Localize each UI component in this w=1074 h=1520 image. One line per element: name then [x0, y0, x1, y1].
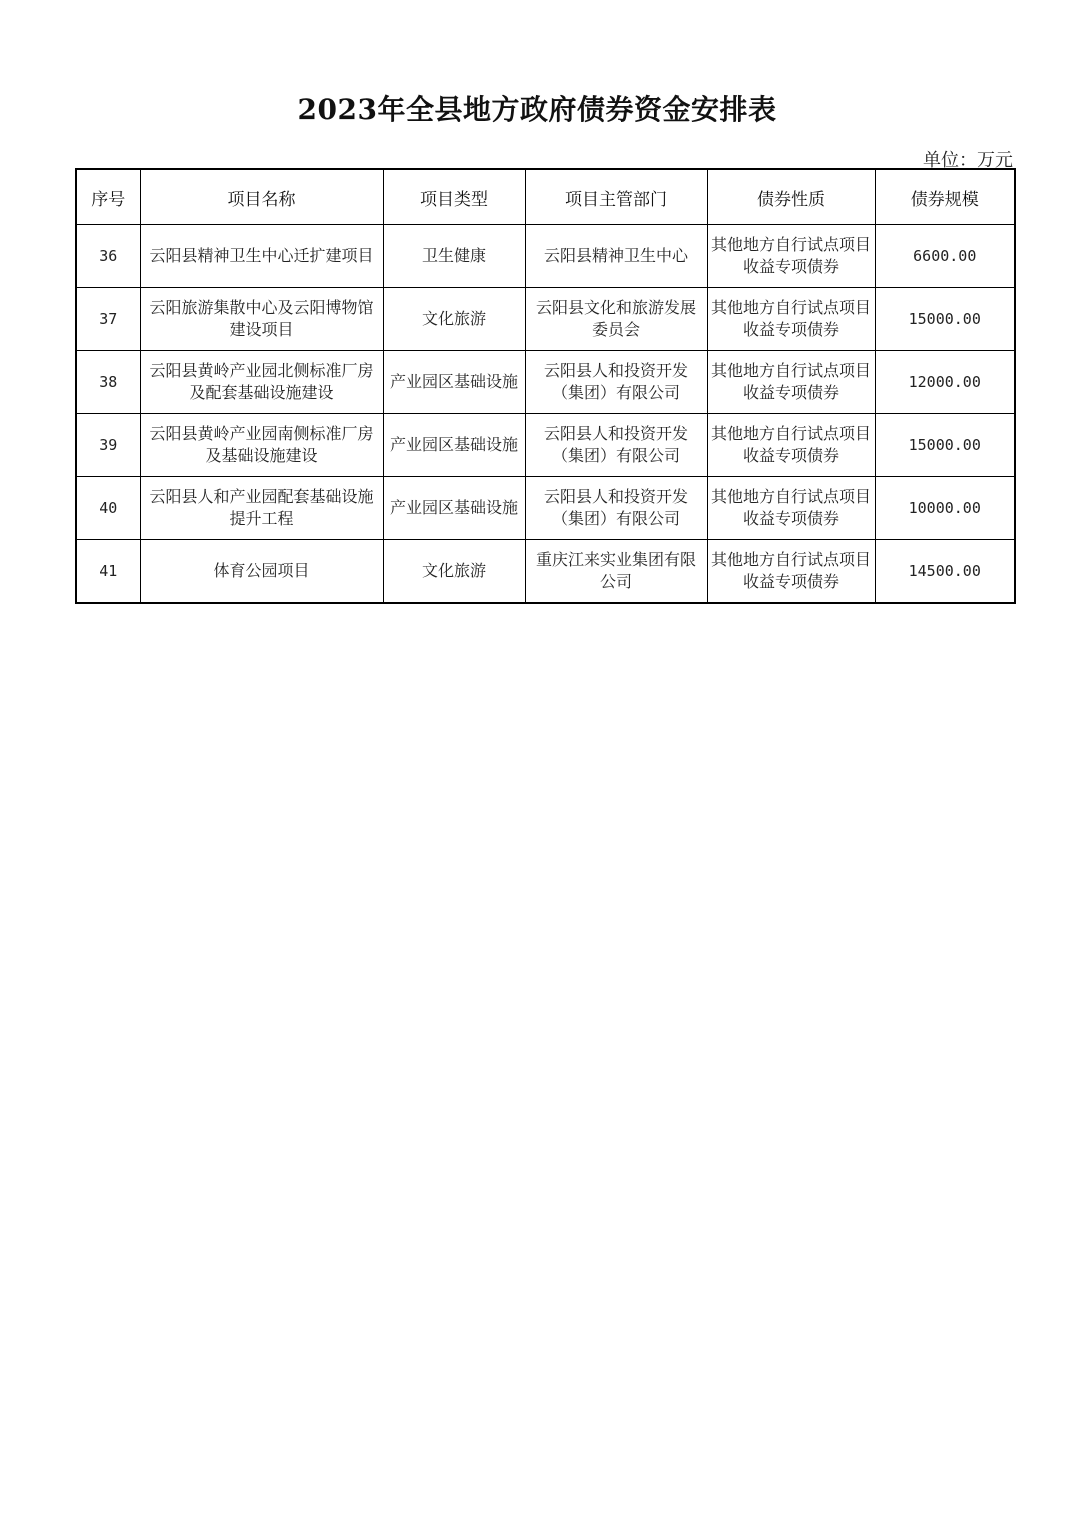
cell-project-name: 云阳县黄岭产业园南侧标准厂房及基础设施建设 [140, 414, 383, 477]
cell-bond-nature: 其他地方自行试点项目收益专项债券 [707, 288, 875, 351]
column-header-bond-nature: 债券性质 [707, 169, 875, 225]
cell-no: 36 [76, 225, 140, 288]
cell-bond-amount: 12000.00 [875, 351, 1015, 414]
cell-project-type: 产业园区基础设施 [383, 351, 525, 414]
page-title: 2023年全县地方政府债券资金安排表 [297, 93, 777, 126]
cell-bond-amount: 15000.00 [875, 414, 1015, 477]
table-row [76, 540, 1015, 604]
cell-department: 重庆江来实业集团有限公司 [525, 540, 707, 604]
cell-project-type: 文化旅游 [383, 288, 525, 351]
cell-no: 39 [76, 414, 140, 477]
cell-project-name: 体育公园项目 [140, 540, 383, 604]
cell-project-name: 云阳县精神卫生中心迁扩建项目 [140, 225, 383, 288]
cell-bond-amount: 15000.00 [875, 288, 1015, 351]
cell-bond-nature: 其他地方自行试点项目收益专项债券 [707, 351, 875, 414]
cell-project-type: 产业园区基础设施 [383, 477, 525, 540]
cell-project-type: 产业园区基础设施 [383, 414, 525, 477]
cell-project-name: 云阳县人和产业园配套基础设施提升工程 [140, 477, 383, 540]
cell-department: 云阳县文化和旅游发展委员会 [525, 288, 707, 351]
cell-bond-amount: 10000.00 [875, 477, 1015, 540]
cell-bond-nature: 其他地方自行试点项目收益专项债券 [707, 540, 875, 604]
column-header-project-name: 项目名称 [140, 169, 383, 225]
table-row [76, 225, 1015, 288]
cell-bond-nature: 其他地方自行试点项目收益专项债券 [707, 477, 875, 540]
column-header-project-type: 项目类型 [383, 169, 525, 225]
table-row [76, 351, 1015, 414]
cell-no: 40 [76, 477, 140, 540]
cell-department: 云阳县精神卫生中心 [525, 225, 707, 288]
debt-allocation-table [75, 168, 1016, 604]
column-header-bond-amount: 债券规模 [875, 169, 1015, 225]
cell-no: 37 [76, 288, 140, 351]
cell-bond-amount: 6600.00 [875, 225, 1015, 288]
cell-bond-nature: 其他地方自行试点项目收益专项债券 [707, 225, 875, 288]
cell-no: 41 [76, 540, 140, 604]
cell-project-type: 卫生健康 [383, 225, 525, 288]
column-header-department: 项目主管部门 [525, 169, 707, 225]
table-header-row [76, 169, 1015, 225]
cell-department: 云阳县人和投资开发（集团）有限公司 [525, 477, 707, 540]
cell-department: 云阳县人和投资开发（集团）有限公司 [525, 414, 707, 477]
cell-project-name: 云阳旅游集散中心及云阳博物馆建设项目 [140, 288, 383, 351]
cell-bond-nature: 其他地方自行试点项目收益专项债券 [707, 414, 875, 477]
cell-bond-amount: 14500.00 [875, 540, 1015, 604]
table-row [76, 414, 1015, 477]
cell-department: 云阳县人和投资开发（集团）有限公司 [525, 351, 707, 414]
cell-project-name: 云阳县黄岭产业园北侧标准厂房及配套基础设施建设 [140, 351, 383, 414]
cell-no: 38 [76, 351, 140, 414]
column-header-no: 序号 [76, 169, 140, 225]
table-row [76, 477, 1015, 540]
table-row [76, 288, 1015, 351]
unit-label: 单位：万元 [923, 150, 1013, 171]
cell-project-type: 文化旅游 [383, 540, 525, 604]
